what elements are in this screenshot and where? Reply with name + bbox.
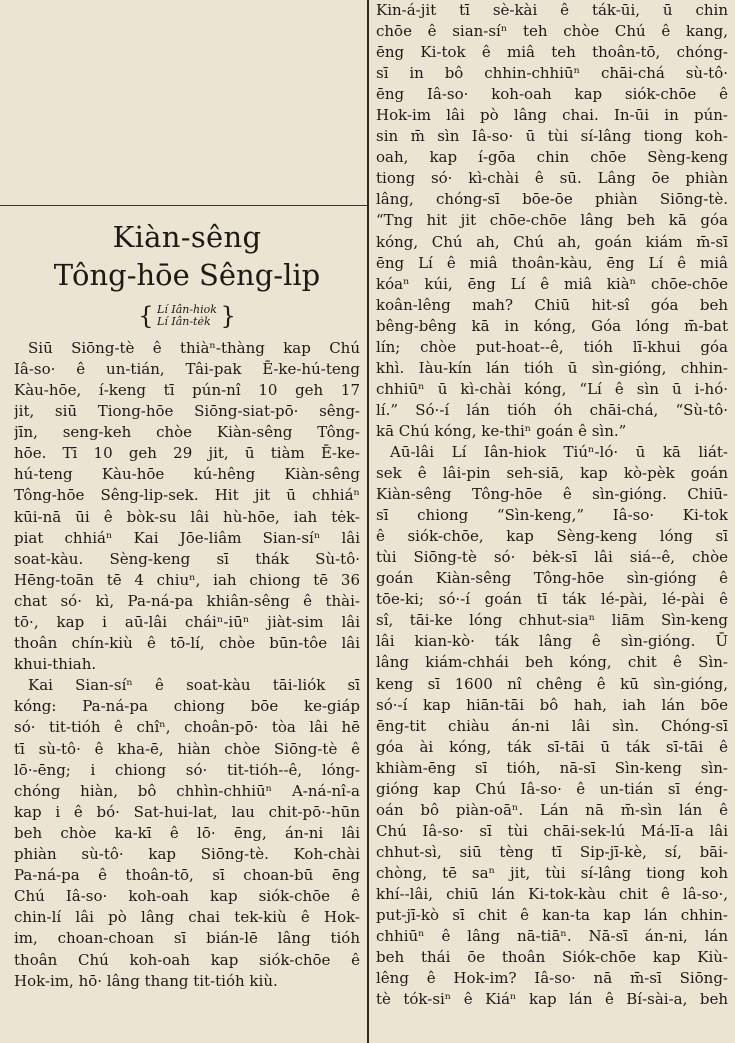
text-line: Hok-im lâi pò lâng chai. In-ūi in pún- xyxy=(376,106,728,125)
byline-brace-left: { xyxy=(138,301,154,330)
text-line: Iâ-so· ê un-tián, Tâi-pak Ē-ke-hú-teng xyxy=(14,359,360,378)
text-line: soat-kàu. Sèng-keng sī thák Sù-tô· xyxy=(14,549,360,568)
text-line: khì. Iàu-kín lán tióh ū sìn-gióng, chhin- xyxy=(376,358,728,377)
text-line: lâng kiám-chhái beh kóng, chit ê Sìn- xyxy=(376,653,728,672)
text-line: hōe. Tī 10 geh 29 jit, ū tiàm Ē-ke- xyxy=(14,444,360,463)
right-column xyxy=(376,0,728,1010)
text-line: sek ê lâi-pin seh-siā, kap kò-pèk goán xyxy=(376,464,728,483)
text-line: ēng Iâ-so· koh-oah kap siók-chōe ê xyxy=(376,85,728,104)
byline-names xyxy=(157,304,217,328)
text-line: Kiàn-sêng Tông-hōe ê sìn-gióng. Chiū- xyxy=(376,485,728,504)
text-line: lêng ê Hok-im? Iâ-so· nā m̄-sī Siōng- xyxy=(376,969,728,988)
text-line: lō·-ēng; i chiong só· tit-tióh--ê, lóng- xyxy=(14,760,360,779)
column-divider xyxy=(367,0,369,1043)
text-line: khiàm-ēng sī tióh, nā-sī Sìn-keng sìn- xyxy=(376,758,728,777)
text-line: lí.” Só·-í lán tióh óh chāi-chá, “Sù-tô· xyxy=(376,400,728,419)
byline xyxy=(14,301,360,330)
text-line: Kai Sian-síⁿ ê soat-kàu tāi-liók sī xyxy=(28,676,360,695)
text-line: kā Chú kóng, ke-thiⁿ goán ê sìn.” xyxy=(376,421,627,440)
text-line: Aū-lâi Lí Iân-hiok Tiúⁿ-ló· ū kā liát- xyxy=(390,442,728,461)
text-line: só·-í kap hiān-tāi bô hah, iah lán bōe xyxy=(376,695,728,714)
text-line: kūi-nā ūi ê bòk-su lâi hù-hōe, iah tėk- xyxy=(14,507,360,526)
article-title xyxy=(14,222,360,292)
text-line: kóng, Chú ah, Chú ah, goán kiám m̄-sī xyxy=(376,232,728,251)
text-line: ēng Ki-tok ê miâ teh thoân-tō, chóng- xyxy=(376,43,728,62)
text-line: ê siók-chōe, kap Sèng-keng lóng sī xyxy=(376,527,728,546)
text-line: beh chòe ka-kī ê lō· ēng, án-ni lâi xyxy=(14,823,360,842)
author-2: Lí Iân-tėk xyxy=(157,314,211,328)
text-line: ēng Lí ê miâ thoân-kàu, ēng Lí ê miâ xyxy=(376,253,728,272)
text-line: put-jī-kò sī chit ê kan-ta kap lán chhin- xyxy=(376,906,728,925)
text-line: gióng kap Chú Iâ-so· ê un-tián sī éng- xyxy=(376,779,728,798)
text-line: kap i ê bó· Sat-hui-lat, lau chit-pō·-hūn xyxy=(14,802,360,821)
byline-brace-right: } xyxy=(220,301,236,330)
text-line: jīn, seng-keh chòe Kiàn-sêng Tông- xyxy=(14,423,360,442)
text-line: só· tit-tióh ê chîⁿ, choân-pō· tòa lâi hē xyxy=(14,718,360,737)
left-column xyxy=(14,222,360,992)
text-line: tùi Siōng-tè só· bėk-sī lâi siá--ê, chòe xyxy=(376,548,728,567)
text-line: lín; chòe put-hoat--ê, tióh lī-khui góa xyxy=(376,337,728,356)
text-line: chòng, tē saⁿ jit, tùi sí-lâng tiong koh xyxy=(376,863,728,882)
text-line: chat só· kì, Pa-ná-pa khiân-sêng ê thài- xyxy=(14,591,360,610)
text-line: chhut-sì, siū tèng tī Sip-jī-kè, sí, bāi- xyxy=(376,842,728,861)
text-line: Hēng-toān tē 4 chiuⁿ, iah chiong tē 36 xyxy=(14,570,360,589)
text-line: khui-thiah. xyxy=(14,655,97,674)
text-line: góa ài kóng, ták sī-tāi ū ták sī-tāi ê xyxy=(376,737,728,756)
text-line: chóng hiàn, bô chhìn-chhiūⁿ A-ná-nî-a xyxy=(14,781,360,800)
text-line: tiong só· kì-chài ê sū. Lâng ōe phiàn xyxy=(376,169,728,188)
text-line: tō·, kap i aū-lâi cháiⁿ-iūⁿ jiàt-sim lâi xyxy=(14,613,360,631)
text-line: chhiūⁿ ū kì-chài kóng, “Lí ê sìn ū i-hó· xyxy=(376,379,728,398)
text-line: Chú Iâ-so· koh-oah kap siók-chōe ê xyxy=(14,887,360,906)
author-1: Lí Iân-hiok xyxy=(157,302,217,316)
text-line: phiàn sù-tô· kap Siōng-tè. Koh-chài xyxy=(14,845,360,864)
left-column-text xyxy=(14,338,360,992)
text-line: kóng: Pa-ná-pa chiong bōe ke-giáp xyxy=(14,697,360,716)
text-line: lâng, chóng-sī bōe-ōe phiàn Siōng-tè. xyxy=(376,190,728,209)
text-line: Kàu-hōe, í-keng tī pún-nî 10 geh 17 xyxy=(14,380,360,399)
text-line: kóaⁿ kúi, ēng Lí ê miâ kiàⁿ chōe-chōe xyxy=(376,274,728,293)
text-line: sî, tāi-ke lóng chhut-siaⁿ liām Sìn-keng xyxy=(376,611,728,630)
text-line: oah, kap í-gōa chin chōe Sèng-keng xyxy=(376,148,728,167)
text-line: sī chiong “Sìn-keng,” Iâ-so· Ki-tok xyxy=(376,506,728,525)
text-line: im, choan-choan sī bián-lē lâng tióh xyxy=(14,929,360,948)
title-line-1: Kiàn-sêng xyxy=(112,220,262,254)
text-line: Tông-hōe Sêng-lip-sek. Hit jit ū chhiáⁿ xyxy=(14,486,360,505)
text-line: hú-teng Kàu-hōe kú-hêng Kiàn-sêng xyxy=(14,465,360,484)
text-line: Chú Iâ-so· sī tùi chāi-sek-lú Má-lī-a lâi xyxy=(376,821,728,840)
title-line-2: Tông-hōe Sêng-lip xyxy=(53,257,321,292)
text-line: bêng-bêng kā in kóng, Góa lóng m̄-bat xyxy=(376,316,728,335)
text-line: khí--lâi, chiū lán Ki-tok-kàu chit ê lâ-so·, xyxy=(376,884,728,903)
text-line: oán bô piàn-oāⁿ. Lán nā m̄-sìn lán ê xyxy=(376,800,728,819)
text-line: chin-lí lâi pò lâng chai tek-kiù ê Hok- xyxy=(14,908,360,927)
text-line: Pa-ná-pa ê thoân-tō, sī choan-bū ēng xyxy=(14,866,360,885)
right-column-text xyxy=(376,0,728,1010)
text-line: thoân Chú koh-oah kap siók-chōe ê xyxy=(14,950,360,969)
text-line: chōe ê sian-síⁿ teh chòe Chú ê kang, xyxy=(376,22,728,41)
text-line: sin m̄ sìn Iâ-so· ū tùi sí-lâng tiong koh- xyxy=(376,127,728,146)
text-line: Siū Siōng-tè ê thiàⁿ-thàng kap Chú xyxy=(28,338,360,357)
text-line: koân-lêng mah? Chiū hit-sî góa beh xyxy=(376,295,728,314)
text-line: tè tók-siⁿ ê Kiáⁿ kap lán ê Bí-sài-a, beh xyxy=(376,990,728,1009)
text-line: Hok-im, hō· lâng thang tit-tióh kiù. xyxy=(14,971,278,990)
text-line: sī in bô chhin-chhiūⁿ chāi-chá sù-tô· xyxy=(376,64,728,83)
text-line: thoân chín-kiù ê tō-lí, chòe būn-tôe lâi xyxy=(14,634,360,653)
text-line: “Tng hit jit chōe-chōe lâng beh kā góa xyxy=(376,211,728,230)
text-line: jit, siū Tiong-hōe Siōng-siat-pō· sêng- xyxy=(14,402,360,421)
text-line: keng sī 1600 nî chêng ê kū sìn-gióng, xyxy=(376,674,728,693)
text-line: tī sù-tô· ê kha-ē, hiàn chòe Siōng-tè ê xyxy=(14,739,360,758)
text-line: chhiūⁿ ê lâng nā-tiāⁿ. Nā-sī án-ni, lán xyxy=(376,927,728,946)
text-line: beh thái ōe thoân Siók-chōe kap Kiù- xyxy=(376,948,728,967)
text-line: piat chhiáⁿ Kai Jōe-liâm Sian-síⁿ lâi xyxy=(14,528,360,547)
article-top-rule xyxy=(0,205,367,206)
text-line: goán Kiàn-sêng Tông-hōe sìn-gióng ê xyxy=(376,569,728,588)
text-line: tōe-ki; só·-í goán tī ták lé-pài, lé-pài ê xyxy=(376,590,728,609)
text-line: lâi kian-kò· ták lâng ê sìn-gióng. Ū xyxy=(376,632,728,651)
text-line: ēng-tit chiàu án-ni lâi sìn. Chóng-sī xyxy=(376,716,728,735)
text-line: Kin-á-jit tī sè-kài ê ták-ūi, ū chin xyxy=(376,1,728,19)
